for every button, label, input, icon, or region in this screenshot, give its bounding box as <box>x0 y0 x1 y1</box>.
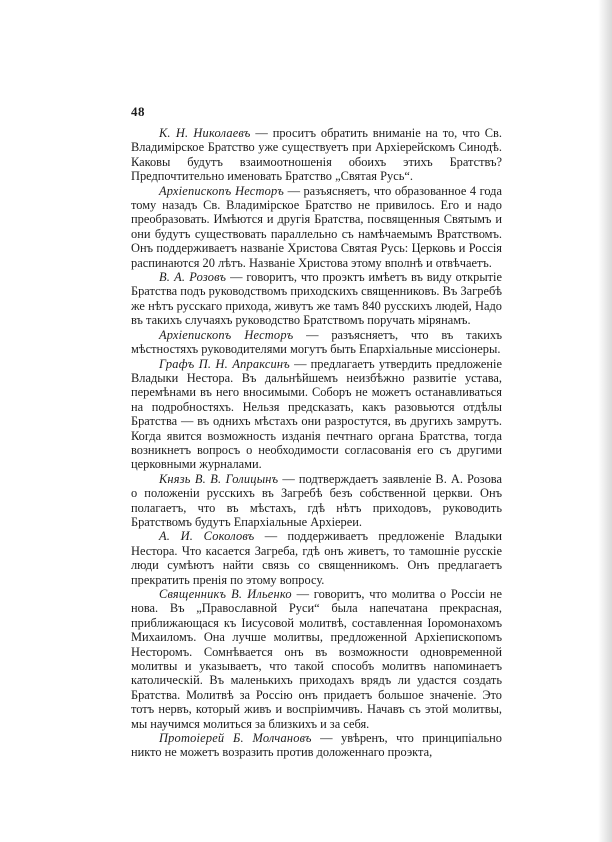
paragraph <box>131 270 502 328</box>
speaker-name: К. Н. Николаевъ <box>159 126 251 140</box>
paragraph <box>131 357 502 472</box>
paragraph <box>131 587 502 731</box>
speaker-name: Архіепископъ Несторъ <box>159 327 294 342</box>
page-number: 48 <box>131 104 145 119</box>
paragraph-text: — говоритъ, что проэктъ имѣетъ въ виду открытіе Братства подъ руководствомъ приходскихъ священниковъ. Въ Загребѣ же нѣтъ русскаго прихода, живутъ же тамъ 840 русскихъ людей, Надо въ такихъ случаяхъ руководство Братствомъ поручать мірянамъ. <box>131 270 503 328</box>
speaker-name: Протоіерей Б. Молчановъ <box>159 731 312 746</box>
speaker-name: В. А. Розовъ <box>159 270 227 285</box>
paragraph-text: — поддерживаетъ предложеніе Владыки Нестора. Что касается Загреба, гдѣ онъ живетъ, то тамошніе русскіе люди сумѣютъ найти связь со священникомъ. Онъ предлагаетъ прекратить пренія по этому вопросу. <box>131 529 502 587</box>
paragraph <box>131 731 502 760</box>
speaker-name: Архіепископъ Несторъ <box>159 183 285 198</box>
scan-edge-shadow <box>598 0 612 842</box>
paragraph-text: — увѣренъ, что принципіально никто не можетъ возразить против доложеннаго проэкта, <box>131 731 502 760</box>
paragraph-text: — разъясняетъ, что образованное 4 года тому назадъ Св. Владимірское Братство не привилось. Его и надо преобразовать. Имѣются и другія Братства, посвященныя Святымъ и они будутъ существовать параллельно съ намѣчаемымъ Вратствомъ. Онъ поддерживаетъ названіе Христова Святая Русь: Церковь и Россія распинаются 20 лѣтъ. Названіе Христова этому вполнѣ и отвѣчаетъ. <box>131 183 502 270</box>
paragraph-text: — предлагаетъ утвердить предложеніе Владыки Нестора. Въ дальнѣйшемъ неизбѣжно развитіе устава, перемѣнами въ него вносимыми. Соборъ не можетъ останавливаться на подробностяхъ. Нельзя предсказать, какъ разовьются отдѣлы Братства — въ однихъ мѣстахъ они разростутся, въ другихъ замрутъ. Когда явится возможность изданія печтнаго органа Братства, тогда возникнетъ вопросъ о необходимости согласованія его съ другими церковными журналами. <box>131 356 502 472</box>
page-body <box>131 126 502 760</box>
paragraph-text: — разъясняетъ, что въ такихъ мѣстностяхъ руководителями могутъ быть Епархіальные миссіонеры. <box>131 327 502 357</box>
speaker-name: А. И. Соколовъ <box>159 529 255 544</box>
paragraph <box>131 184 502 270</box>
speaker-name: Князь В. В. Голицынъ <box>159 471 279 486</box>
speaker-name: Графъ П. Н. Апраксинъ <box>159 356 290 371</box>
paragraph <box>131 126 502 184</box>
paragraph <box>131 529 502 587</box>
speaker-name: Священникъ В. Ильенко <box>159 587 292 601</box>
paragraph-text: — подтверждаетъ заявленіе В. А. Розова о положеніи русскихъ въ Загребѣ безъ собственной церкви. Онъ полагаетъ, что въ мѣстахъ, гдѣ нѣтъ приходовъ, руководить Братствомъ будутъ Епархіальные Архіереи. <box>131 471 502 529</box>
paragraph-text: — проситъ обратить вниманіе на то, что Св. Владимірское Братство уже существуетъ при Архіерейскомъ Синодѣ. Каковы будутъ взаимоотношенія обоихъ этихъ Братствъ? Предпочтительно именовать Братство „Святая Русь“. <box>131 126 502 184</box>
paragraph-text: — говоритъ, что молитва о Россіи не нова. Въ „Православной Руси“ была напечатана прекрасная, приближающася къ Іисусовой молитвѣ, составленная Іоромонахомъ Михаиломъ. Она лучше молитвы, предложенной Архіепископомъ Несторомъ. Сомнѣвается онъ въ возможности одновременной молитвы и указываетъ, что такой способъ молитвъ напоминаетъ католическій. Въ маленькихъ приходахъ врядъ ли удастся создать Братства. Молитвѣ за Россію онъ придаетъ большое значеніе. Это тотъ нервъ, который живъ и воспріимчивъ. Начавъ съ этой молитвы, мы научимся молиться за близкихъ и за себя. <box>131 587 503 731</box>
paragraph <box>131 472 502 530</box>
paragraph <box>131 328 502 357</box>
